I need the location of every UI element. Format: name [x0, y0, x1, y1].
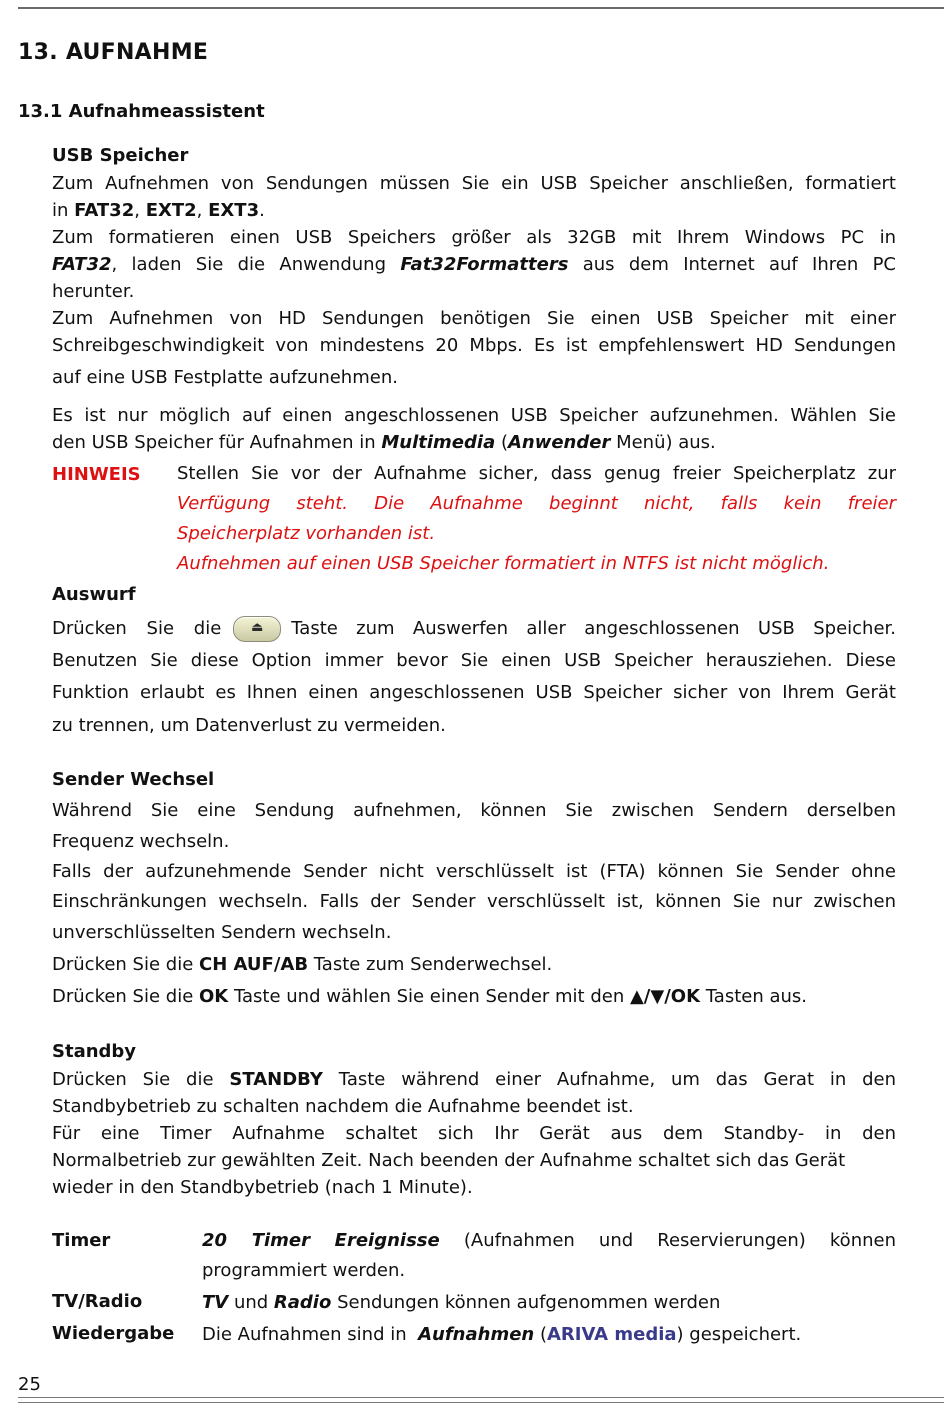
- usb-line-9: Es ist nur möglich auf einen angeschlossenen USB Speicher aufzunehmen. Wählen Sie: [52, 405, 896, 426]
- text: .: [259, 200, 265, 221]
- text: aus dem Internet auf Ihren PC: [568, 254, 896, 275]
- timer-count: 20 Timer Ereignisse: [202, 1230, 440, 1251]
- text: Taste zum Senderwechsel.: [308, 954, 553, 975]
- hinweis-line-3: Speicherplatz vorhanden ist.: [177, 523, 436, 544]
- top-rule: [18, 7, 944, 9]
- text: ) gespeichert.: [676, 1324, 802, 1345]
- text: Drücken Sie die: [52, 1069, 230, 1090]
- ch-key: CH AUF/AB: [199, 954, 309, 975]
- section-heading: 13.1 Aufnahmeassistent: [18, 101, 265, 122]
- eject-button-icon: [233, 616, 281, 642]
- timer-value-line-2: programmiert werden.: [202, 1260, 406, 1281]
- text: und: [228, 1292, 274, 1313]
- hinweis-line-2: Verfügung steht. Die Aufnahme beginnt nicht, falls kein freier: [177, 493, 896, 514]
- text: (Aufnahmen und Reservierungen) können: [439, 1230, 896, 1251]
- auswurf-line-4: zu trennen, um Datenverlust zu vermeiden.: [52, 715, 446, 736]
- timer-label: Timer: [52, 1230, 111, 1251]
- sender-line-1: Während Sie eine Sendung aufnehmen, können Sie zwischen Sendern derselben: [52, 800, 896, 821]
- ext2-term: EXT2: [145, 200, 197, 221]
- auswurf-line-3: Funktion erlaubt es Ihnen einen angeschlossenen USB Speicher sicher von Ihrem Gerät: [52, 682, 896, 703]
- ariva-media-brand: ARIVA media: [546, 1324, 677, 1345]
- hinweis-line-4: Aufnehmen auf einen USB Speicher formatiert in NTFS ist nicht möglich.: [177, 553, 830, 574]
- tv-term: TV: [202, 1292, 229, 1313]
- usb-line-7: Schreibgeschwindigkeit von mindestens 20 Mbps. Es ist empfehlenswert HD Sendungen: [52, 335, 896, 356]
- text: ,: [196, 200, 209, 221]
- usb-line-8: auf eine USB Festplatte aufzunehmen.: [52, 367, 398, 388]
- page-number: 25: [18, 1374, 41, 1395]
- standby-line-1: [52, 1067, 896, 1093]
- hinweis-line-1: Stellen Sie vor der Aufnahme sicher, dass genug freier Speicherplatz zur: [177, 463, 896, 484]
- usb-line-5: herunter.: [52, 281, 135, 302]
- text: ,: [134, 200, 146, 221]
- fat32-term: FAT32: [52, 254, 112, 275]
- standby-line-3: Für eine Timer Aufnahme schaltet sich Ihr Gerät aus dem Standby- in den: [52, 1123, 896, 1144]
- sender-line-7: [52, 984, 896, 1010]
- text: in: [52, 200, 75, 221]
- text: Die Aufnahmen sind in: [202, 1324, 419, 1345]
- timer-value-line-1: [202, 1228, 896, 1254]
- bottom-rule: [18, 1397, 944, 1403]
- chapter-heading: 13. AUFNAHME: [18, 40, 209, 65]
- text: Drücken Sie die: [52, 618, 222, 639]
- text: Taste zum Auswerfen aller angeschlossenen USB Speicher.: [291, 618, 896, 639]
- text: Menü) aus.: [610, 432, 716, 453]
- sender-line-6: [52, 952, 896, 978]
- wiedergabe-label: Wiedergabe: [52, 1323, 175, 1344]
- text: (: [495, 432, 508, 453]
- tvradio-value: [202, 1290, 896, 1316]
- eject-icon: ⏏: [251, 620, 264, 635]
- fat32-term: FAT32: [74, 200, 135, 221]
- multimedia-term: Multimedia: [381, 432, 496, 453]
- wiedergabe-value: [202, 1322, 896, 1348]
- sender-line-4: Einschränkungen wechseln. Falls der Sender verschlüsselt ist, können Sie nur zwischen: [52, 891, 896, 912]
- aufnahmen-term: Aufnahmen: [418, 1324, 535, 1345]
- standby-key: STANDBY: [229, 1069, 323, 1090]
- text: , laden Sie die Anwendung: [111, 254, 401, 275]
- ext3-term: EXT3: [208, 200, 260, 221]
- app-name: Fat32Formatters: [400, 254, 569, 275]
- tvradio-label: TV/Radio: [52, 1291, 143, 1312]
- usb-line-2: [52, 198, 896, 224]
- usb-line-4: [52, 252, 896, 278]
- text: den USB Speicher für Aufnahmen in: [52, 432, 382, 453]
- radio-term: Radio: [273, 1292, 332, 1313]
- auswurf-title: Auswurf: [52, 584, 136, 605]
- sender-title: Sender Wechsel: [52, 769, 215, 790]
- usb-line-3: Zum formatieren einen USB Speichers größer als 32GB mit Ihrem Windows PC in: [52, 227, 896, 248]
- text: Sendungen können aufgenommen werden: [331, 1292, 721, 1313]
- usb-line-10: [52, 430, 896, 456]
- standby-line-5: wieder in den Standbybetrieb (nach 1 Minute).: [52, 1177, 473, 1198]
- auswurf-line-1: [52, 616, 896, 642]
- standby-line-2: Standbybetrieb zu schalten nachdem die Aufnahme beendet ist.: [52, 1096, 634, 1117]
- ok-key: OK: [199, 986, 229, 1007]
- standby-line-4: Normalbetrieb zur gewählten Zeit. Nach beenden der Aufnahme schaltet sich das Gerät: [52, 1150, 846, 1171]
- sender-line-5: unverschlüsselten Sendern wechseln.: [52, 922, 392, 943]
- usb-title: USB Speicher: [52, 145, 189, 166]
- hinweis-label: HINWEIS: [52, 464, 141, 485]
- text: Taste und wählen Sie einen Sender mit den: [228, 986, 630, 1007]
- arrow-keys: ▲/▼/OK: [629, 986, 701, 1007]
- anwender-term: Anwender: [507, 432, 611, 453]
- text: Tasten aus.: [700, 986, 808, 1007]
- sender-line-3: Falls der aufzunehmende Sender nicht verschlüsselt ist (FTA) können Sie Sender ohne: [52, 861, 896, 882]
- auswurf-line-2: Benutzen Sie diese Option immer bevor Sie einen USB Speicher herausziehen. Diese: [52, 650, 896, 671]
- text: Drücken Sie die: [52, 954, 199, 975]
- text: Taste während einer Aufnahme, um das Gerat in den: [322, 1069, 897, 1090]
- text: Drücken Sie die: [52, 986, 199, 1007]
- standby-title: Standby: [52, 1041, 137, 1062]
- usb-line-1: Zum Aufnehmen von Sendungen müssen Sie ein USB Speicher anschließen, formatiert: [52, 173, 896, 194]
- sender-line-2: Frequenz wechseln.: [52, 831, 230, 852]
- usb-line-6: Zum Aufnehmen von HD Sendungen benötigen Sie einen USB Speicher mit einer: [52, 308, 896, 329]
- text: (: [534, 1324, 547, 1345]
